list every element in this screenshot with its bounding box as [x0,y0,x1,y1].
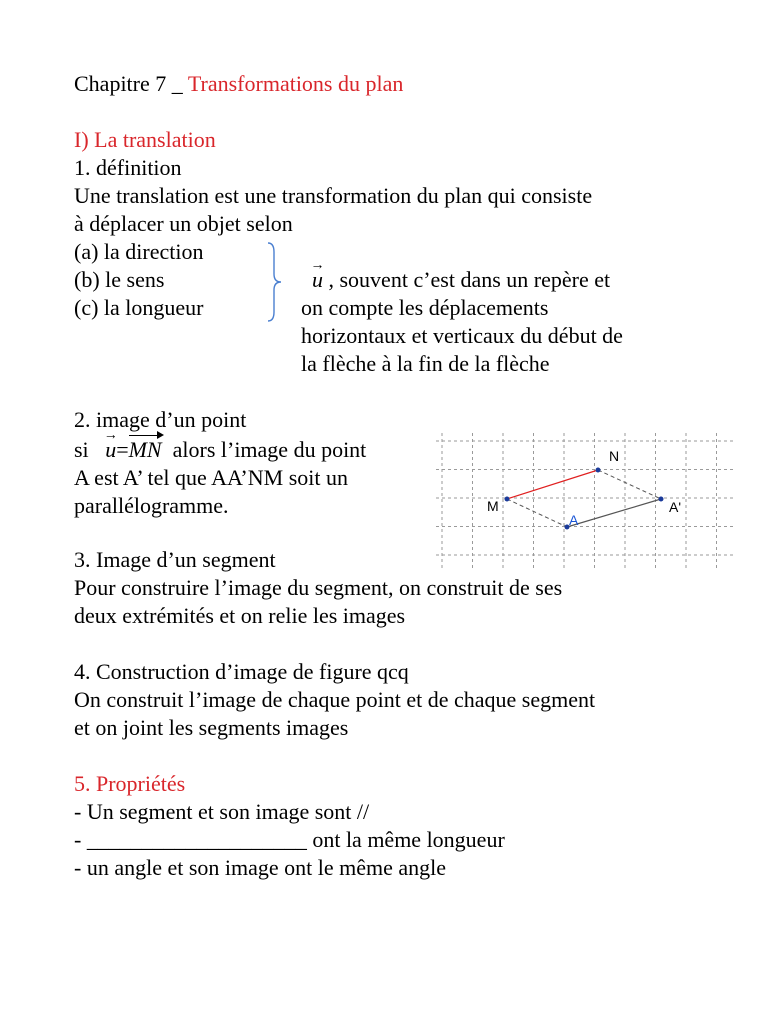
formula-line [74,436,366,464]
label-n: N [609,448,620,464]
label-m: M [487,498,499,514]
vector-mn-line [507,470,598,499]
title-highlight: Transformations du plan [187,71,404,96]
vector-u-symbol: → u [312,266,323,294]
point-image-line-3: parallélogramme. [74,493,229,518]
title-prefix: Chapitre 7 _ [74,71,188,96]
grid-lines [436,433,734,571]
point-image-line-2: A est A’ tel que AA’NM soit un [74,465,348,490]
page-title [74,70,403,98]
section4-line-1: On construit l’image de chaque point et de chaque segment [74,687,596,712]
translation-figure [436,433,734,571]
vector-note-text-1: , souvent c’est dans un repère et [328,267,611,292]
formula-vector-mn: MN [128,437,162,462]
vector-note-line-1 [312,266,610,294]
curly-brace-icon [262,240,284,324]
definition-line-1: Une translation est une transformation du plan qui consiste [74,183,593,208]
list-item-longueur: (c) la longueur [74,295,204,320]
list-item-sens: (b) le sens [74,267,165,292]
section5-heading: 5. Propriétés [74,771,186,796]
section4-line-2: et on joint les segments images [74,715,349,740]
section3-line-2: deux extrémités et on relie les images [74,603,406,628]
formula-equals: = [116,437,129,462]
formula-after: alors l’image du point [167,437,367,462]
property-item-1: - Un segment et son image sont // [74,799,370,824]
definition-line-2: à déplacer un objet selon [74,211,293,236]
segment-n-aprime [598,470,661,499]
si-word: si [74,437,89,462]
section4-heading: 4. Construction d’image de figure qcq [74,659,409,684]
section2-heading: 2. image d’un point [74,407,247,432]
vector-note-line-2: on compte les déplacements [301,295,549,320]
vector-note-line-4: la flèche à la fin de la flèche [301,351,550,376]
property-item-3: - un angle et son image ont le même angle [74,855,447,880]
section1-heading: I) La translation [74,127,216,152]
section3-heading: 3. Image d’un segment [74,547,276,572]
point-m [505,497,510,502]
section3-line-1: Pour construire l’image du segment, on construit de ses [74,575,563,600]
formula-vector-u: → u [105,436,116,464]
vector-note-line-3: horizontaux et verticaux du début de [301,323,623,348]
segment-a-aprime [567,499,661,527]
label-a: A [569,512,579,528]
segment-m-a [507,499,567,527]
definition-heading: 1. définition [74,155,182,180]
point-a-prime [659,497,664,502]
property-item-2: - ____________________ ont la même longueur [74,827,505,852]
point-n [596,468,601,473]
label-a-prime: A' [669,499,682,515]
list-item-direction: (a) la direction [74,239,204,264]
